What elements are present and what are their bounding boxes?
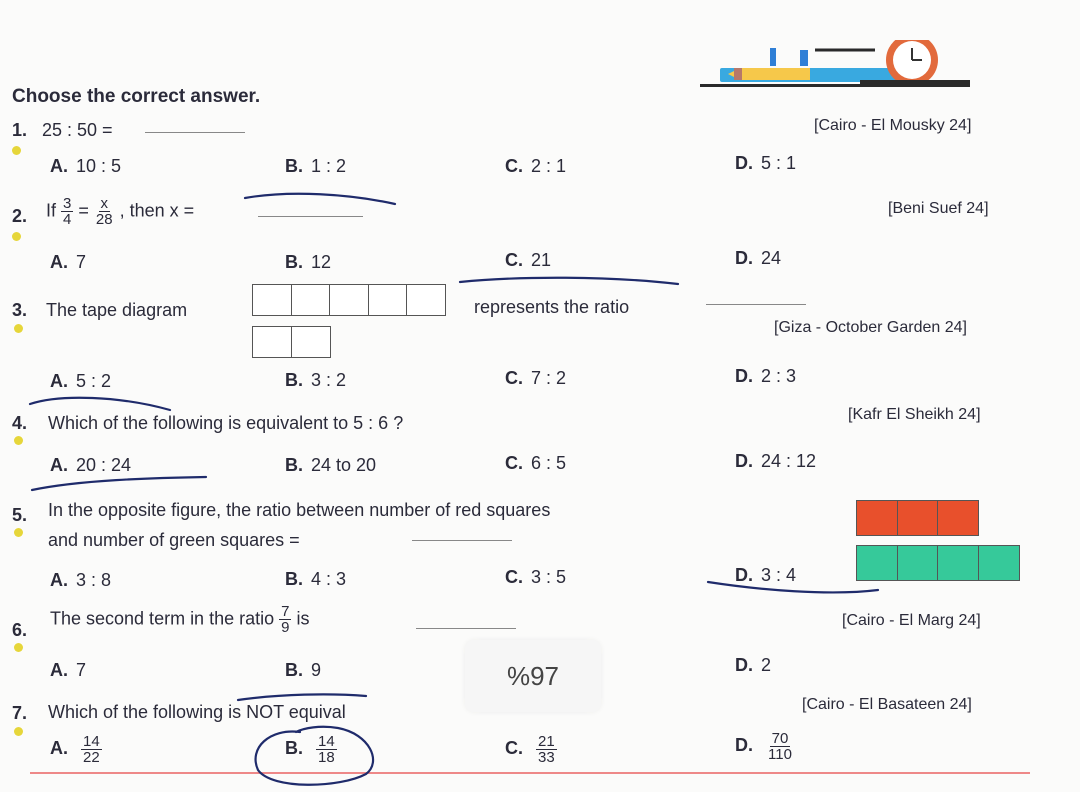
ink-mark-q3-answer <box>30 398 170 410</box>
question-6-marker <box>14 643 23 652</box>
tape-cell <box>252 326 292 358</box>
q7-option-d[interactable]: D. $\frac{70}{110}$ <box>735 730 792 763</box>
q4-option-d[interactable]: D. 24 : 12 <box>735 451 817 471</box>
red-squares-figure <box>856 500 978 536</box>
green-square <box>978 545 1020 581</box>
q5-option-b[interactable]: B. 4 : 3 <box>285 569 347 589</box>
tape-cell <box>368 284 408 316</box>
question-2-number: 2. <box>12 206 28 226</box>
question-3-blank <box>706 304 806 305</box>
q4-option-a[interactable]: A. 20 : 24 <box>50 455 132 475</box>
red-square <box>937 500 979 536</box>
green-squares-figure <box>856 545 1018 581</box>
question-6-number: 6. <box>12 620 28 640</box>
red-square <box>856 500 898 536</box>
question-1-text: 25 : 50 = <box>42 120 113 140</box>
q1-option-b[interactable]: B. 1 : 2 <box>285 156 347 176</box>
q5-option-a[interactable]: A. 3 : 8 <box>50 570 112 590</box>
fraction-7-9: $\frac{7}{9}$ <box>281 603 290 636</box>
question-4-text: Which of the following is equivalent to 5 : 6 ? <box>48 413 404 433</box>
desk-clock-illustration <box>700 40 990 90</box>
q3-option-d[interactable]: D. 2 : 3 <box>735 366 797 386</box>
question-2-marker <box>12 232 21 241</box>
question-5-marker <box>14 528 23 537</box>
question-3-number: 3. <box>12 300 28 320</box>
fraction-x-28: $\frac{x}{28}$ <box>95 195 113 228</box>
tape-diagram-bottom <box>252 326 329 358</box>
question-4-number: 4. <box>12 413 28 433</box>
q1-option-a[interactable]: A. 10 : 5 <box>50 156 122 176</box>
green-square <box>937 545 979 581</box>
green-square <box>897 545 939 581</box>
tape-diagram-top <box>252 284 445 316</box>
q5-option-c[interactable]: C. 3 : 5 <box>505 567 567 587</box>
q7-option-b[interactable]: B. $\frac{14}{18}$ <box>285 733 335 766</box>
q1-option-c[interactable]: C. 2 : 1 <box>505 156 567 176</box>
question-5-text-line2: and number of green squares = <box>48 530 300 550</box>
q6-option-b[interactable]: B. 9 <box>285 660 322 680</box>
q4-option-b[interactable]: B. 24 to 20 <box>285 455 377 475</box>
q7-option-c[interactable]: C. $\frac{21}{33}$ <box>505 733 555 766</box>
q3-option-a[interactable]: A. 5 : 2 <box>50 371 112 391</box>
question-6-text: The second term in the ratio $\frac{7}{9}$ is <box>50 603 310 636</box>
question-3-text-post: represents the ratio <box>474 297 630 317</box>
q6-option-a[interactable]: A. 7 <box>50 660 87 680</box>
ink-mark-q4-answer <box>32 477 206 490</box>
question-1-blank <box>145 132 245 133</box>
tape-cell <box>252 284 292 316</box>
q3-option-c[interactable]: C. 7 : 2 <box>505 368 567 388</box>
question-2-blank <box>258 216 363 217</box>
q2-option-d[interactable]: D. 24 <box>735 248 782 268</box>
question-7-source: [Cairo - El Basateen 24] <box>802 696 972 713</box>
q5-option-d[interactable]: D. 3 : 4 <box>735 565 797 585</box>
tape-cell <box>291 326 331 358</box>
q1-option-d[interactable]: D. 5 : 1 <box>735 153 797 173</box>
ink-mark-q2-answer <box>460 278 678 284</box>
question-6-source: [Cairo - El Marg 24] <box>842 612 981 629</box>
tape-cell <box>406 284 446 316</box>
q7-option-a[interactable]: A. $\frac{14}{22}$ <box>50 733 100 766</box>
question-7-text: Which of the following is NOT equival <box>48 702 346 722</box>
tape-cell <box>291 284 331 316</box>
q2-option-c[interactable]: C. 21 <box>505 250 552 270</box>
ink-mark-q7 <box>238 694 366 700</box>
question-5-text-line1: In the opposite figure, the ratio between number of red squares <box>48 500 551 520</box>
q2-option-a[interactable]: A. 7 <box>50 252 87 272</box>
question-3-source: [Giza - October Garden 24] <box>774 319 967 336</box>
zoom-percentage-overlay: %97 <box>465 640 601 712</box>
question-6-blank <box>416 628 516 629</box>
green-square <box>856 545 898 581</box>
question-7-marker <box>14 727 23 736</box>
question-1-marker <box>12 146 21 155</box>
page-bottom-divider <box>30 772 1030 774</box>
q6-option-d[interactable]: D. 2 <box>735 655 772 675</box>
question-4-source: [Kafr El Sheikh 24] <box>848 406 981 423</box>
question-2-text: If $\frac{3}{4}$ = $\frac{x}{28}$ , then x = <box>46 195 195 228</box>
question-5-number: 5. <box>12 505 28 525</box>
question-3-marker <box>14 324 23 333</box>
ink-mark-q2 <box>245 194 395 204</box>
tape-cell <box>329 284 369 316</box>
q3-option-b[interactable]: B. 3 : 2 <box>285 370 347 390</box>
question-1-source: [Cairo - El Mousky 24] <box>814 117 972 134</box>
question-3-text-pre: The tape diagram <box>46 300 188 320</box>
fraction-3-4: $\frac{3}{4}$ <box>63 195 72 228</box>
question-4-marker <box>14 436 23 445</box>
question-2-source: [Beni Suef 24] <box>888 200 989 217</box>
question-5-blank <box>412 540 512 541</box>
instructions-header: Choose the correct answer. <box>12 86 261 107</box>
q4-option-c[interactable]: C. 6 : 5 <box>505 453 567 473</box>
question-1-number: 1. <box>12 120 28 140</box>
q2-option-b[interactable]: B. 12 <box>285 252 332 272</box>
question-7-number: 7. <box>12 703 28 723</box>
red-square <box>897 500 939 536</box>
